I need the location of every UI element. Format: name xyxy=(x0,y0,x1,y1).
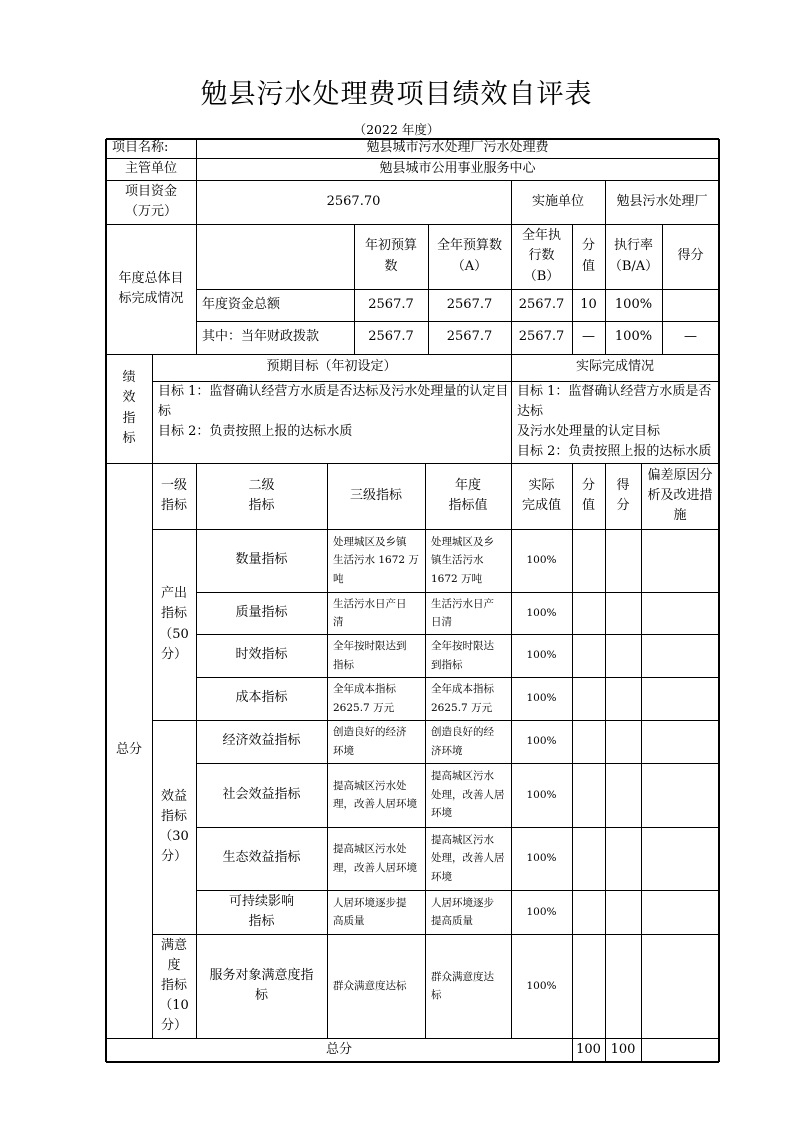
dept-label-text: 主管单位 xyxy=(124,160,177,176)
ind-row-cost-l3 xyxy=(327,677,425,720)
ind-row-economic-l3 xyxy=(327,720,425,763)
ind-row-ecological-actual xyxy=(511,827,572,890)
actual-header xyxy=(511,354,719,381)
total-score-value-text: 100 xyxy=(576,1041,601,1057)
ind-deviation-header-text: 偏差原因分 析及改进措 施 xyxy=(647,467,713,524)
table-rule xyxy=(106,1061,719,1063)
table-rule xyxy=(196,224,197,354)
indicators-section-label-text: 总分 xyxy=(115,742,142,758)
ind-row-sustainable-actual xyxy=(511,890,572,934)
ind-l1-header xyxy=(152,463,196,529)
ind-row-cost-actual-text: 100% xyxy=(526,692,557,705)
ind-row-social-actual-text: 100% xyxy=(526,788,557,801)
annual-row-1-rate-text: 100% xyxy=(614,296,653,312)
annual-row-1-score-value-text: 10 xyxy=(580,296,597,312)
fund-value-text: 2567.70 xyxy=(326,193,381,209)
total-label xyxy=(106,1038,572,1062)
ind-row-satisfaction-actual-text: 100% xyxy=(526,979,557,992)
ind-row-quantity-l3-text: 处理城区及乡镇 生活污水 1672 万 吨 xyxy=(333,535,419,585)
annual-row-1-exec-text: 2567.7 xyxy=(518,296,565,312)
table-rule xyxy=(718,139,720,1062)
annual-rate-header xyxy=(605,224,662,289)
ind-row-quantity-target-text: 处理城区及乡 镇生活污水 1672 万吨 xyxy=(431,535,494,585)
ind-row-social-target xyxy=(425,763,511,827)
table-rule xyxy=(605,1038,606,1062)
ind-l3-header-text: 三级指标 xyxy=(349,487,402,503)
ind-score-value-header-text: 分 值 xyxy=(581,477,595,513)
ind-row-cost-target xyxy=(425,677,511,720)
annual-section-label xyxy=(106,224,196,354)
table-rule xyxy=(641,1038,642,1062)
annual-row-2-label-text: 其中：当年财政拨款 xyxy=(202,329,320,345)
ind-row-quantity-l2-text: 数量指标 xyxy=(235,552,288,568)
annual-budget-header-text: 全年预算数 （A） xyxy=(436,238,502,274)
ind-row-sustainable-actual-text: 100% xyxy=(526,905,557,918)
table-rule xyxy=(511,354,512,463)
table-rule xyxy=(605,180,606,224)
ind-row-cost-target-text: 全年成本指标 2625.7 万元 xyxy=(431,683,494,714)
annual-row-2-budget xyxy=(428,321,511,354)
ind-row-economic-target xyxy=(425,720,511,763)
table-rule xyxy=(511,224,512,354)
ind-row-quality-actual xyxy=(511,592,572,634)
ind-l3-header xyxy=(327,463,425,529)
dept-label xyxy=(106,158,196,180)
ind-row-quantity-target xyxy=(425,529,511,592)
ind-l1-header-text: 一级 指标 xyxy=(160,477,187,513)
annual-row-2-score-value-text: — xyxy=(582,329,595,345)
planned-goals-text: 目标 1：监督确认经营方水质是否达标及污水处理量的认定目标 目标 2：负责按照上报的达标水质 xyxy=(158,384,509,440)
annual-score-header-text: 得分 xyxy=(677,248,704,264)
ind-row-quantity-l2 xyxy=(196,529,327,592)
ind-row-satisfaction-l3-text: 群众满意度达标 xyxy=(333,979,407,992)
ind-row-sustainable-l2 xyxy=(196,890,327,934)
ind-row-satisfaction-target xyxy=(425,934,511,1038)
ind-row-economic-actual-text: 100% xyxy=(526,735,557,748)
impl-value xyxy=(605,180,719,224)
ind-row-timeliness-actual xyxy=(511,634,572,677)
ind-target-header-text: 年度 指标值 xyxy=(448,477,488,513)
ind-row-economic-actual xyxy=(511,720,572,763)
total-label-text: 总分 xyxy=(325,1041,352,1057)
impl-value-text: 勉县污水处理厂 xyxy=(616,193,708,209)
ind-row-social-l3-text: 提高城区污水处 理，改善人居环境 xyxy=(333,779,417,810)
ind-row-quantity-l3 xyxy=(327,529,425,592)
ind-row-economic-l2-text: 经济效益指标 xyxy=(222,733,301,749)
annual-row-2-rate-text: 100% xyxy=(614,329,653,345)
ind-row-economic-target-text: 创造良好的经 济环境 xyxy=(431,726,494,757)
group-satisfaction-label-text: 满意 度 指标 （10 分） xyxy=(159,937,189,1034)
annual-row-1-label-text: 年度资金总额 xyxy=(202,296,281,312)
table-rule xyxy=(105,139,107,1062)
ind-row-sustainable-target-text: 人居环境逐步 提高质量 xyxy=(431,896,494,927)
group-benefit-label xyxy=(152,720,196,934)
ind-row-cost-l2 xyxy=(196,677,327,720)
ind-row-timeliness-l2 xyxy=(196,634,327,677)
annual-row-1-initial-text: 2567.7 xyxy=(368,296,414,312)
ind-row-sustainable-l3 xyxy=(327,890,425,934)
table-rule xyxy=(152,463,153,1038)
ind-row-quality-l3-text: 生活污水日产日 清 xyxy=(333,597,407,628)
table-rule xyxy=(152,354,153,463)
fund-value xyxy=(196,180,511,224)
ind-row-social-l2 xyxy=(196,763,327,827)
ind-row-satisfaction-target-text: 群众满意度达 标 xyxy=(431,970,494,1001)
ind-row-sustainable-l2-text: 可持续影响 指标 xyxy=(228,893,294,929)
annual-row-2-score-text: — xyxy=(684,329,697,345)
impl-label-text: 实施单位 xyxy=(531,193,584,209)
ind-row-ecological-l3 xyxy=(327,827,425,890)
planned-header xyxy=(152,354,511,381)
ind-row-satisfaction-actual xyxy=(511,934,572,1038)
annual-rate-header-text: 执行率 （B/A） xyxy=(608,238,659,274)
annual-row-2-label xyxy=(196,321,354,354)
ind-row-satisfaction-l2 xyxy=(196,934,327,1038)
ind-row-economic-l2 xyxy=(196,720,327,763)
annual-row-1-label xyxy=(196,289,354,321)
total-score xyxy=(605,1038,641,1062)
ind-row-social-target-text: 提高城区污水 处理，改善人居 环境 xyxy=(431,770,505,820)
ind-row-economic-l3-text: 创造良好的经济 环境 xyxy=(333,726,407,757)
ind-row-timeliness-l3 xyxy=(327,634,425,677)
ind-row-quality-l3 xyxy=(327,592,425,634)
project-name-value-text: 勉县城市污水处理厂污水处理费 xyxy=(366,140,549,156)
annual-score-value-header-text: 分 值 xyxy=(581,238,595,274)
table-rule xyxy=(354,224,355,354)
ind-row-timeliness-target-text: 全年按时限达 到指标 xyxy=(431,640,494,671)
group-output-label xyxy=(152,529,196,720)
annual-initial-header-text: 年初预算 数 xyxy=(364,238,417,274)
ind-row-quality-actual-text: 100% xyxy=(526,606,557,619)
ind-score-header-text: 得 分 xyxy=(616,477,630,513)
ind-row-quantity-actual-text: 100% xyxy=(526,554,557,567)
planned-goals xyxy=(152,381,511,463)
ind-row-satisfaction-l2-text: 服务对象满意度指 标 xyxy=(209,967,314,1003)
ind-l2-header-text: 二级 指标 xyxy=(248,477,275,513)
fund-label-text: 项目资金 （万元） xyxy=(124,183,177,219)
annual-row-2-initial-text: 2567.7 xyxy=(368,329,414,345)
table-rule xyxy=(662,224,663,354)
ind-row-social-l3 xyxy=(327,763,425,827)
goals-section-label xyxy=(106,354,152,463)
ind-row-ecological-l2-text: 生态效益指标 xyxy=(222,850,301,866)
ind-row-timeliness-target xyxy=(425,634,511,677)
ind-row-ecological-l2 xyxy=(196,827,327,890)
ind-row-ecological-l3-text: 提高城区污水处 理，改善人居环境 xyxy=(333,843,417,874)
impl-label xyxy=(511,180,605,224)
group-benefit-label-text: 效益 指标 （30 分） xyxy=(159,788,189,865)
ind-target-header xyxy=(425,463,511,529)
table-rule xyxy=(428,224,429,354)
group-satisfaction-label xyxy=(152,934,196,1038)
ind-score-header xyxy=(605,463,641,529)
ind-actual-header-text: 实际 完成值 xyxy=(521,477,561,513)
annual-row-2-exec xyxy=(511,321,572,354)
ind-row-cost-l3-text: 全年成本指标 2625.7 万元 xyxy=(333,683,396,714)
table-rule xyxy=(196,463,197,1038)
annual-row-1-exec xyxy=(511,289,572,321)
table-rule xyxy=(641,463,642,1038)
annual-row-2-initial xyxy=(354,321,428,354)
annual-row-2-rate xyxy=(605,321,662,354)
ind-actual-header xyxy=(511,463,572,529)
annual-row-1-budget xyxy=(428,289,511,321)
table-rule xyxy=(605,463,606,1038)
ind-deviation-header xyxy=(641,463,719,529)
annual-row-1-budget-text: 2567.7 xyxy=(446,296,493,312)
table-rule xyxy=(425,463,426,1038)
annual-exec-header xyxy=(511,224,572,289)
ind-row-ecological-actual-text: 100% xyxy=(526,852,557,865)
annual-row-1-score-value xyxy=(572,289,605,321)
ind-row-ecological-target xyxy=(425,827,511,890)
project-name-value xyxy=(196,139,719,158)
table-rule xyxy=(196,139,197,224)
annual-row-1-rate xyxy=(605,289,662,321)
ind-score-value-header xyxy=(572,463,605,529)
table-rule xyxy=(327,463,328,1038)
ind-row-quantity-actual xyxy=(511,529,572,592)
annual-row-2-score-value xyxy=(572,321,605,354)
ind-row-quality-target xyxy=(425,592,511,634)
annual-row-1-initial xyxy=(354,289,428,321)
planned-header-text: 预期目标（年初设定） xyxy=(266,359,397,375)
table-rule xyxy=(605,224,606,354)
table-rule xyxy=(152,720,196,721)
table-rule xyxy=(196,321,719,322)
ind-l2-header xyxy=(196,463,327,529)
goals-section-label-text: 绩 效 指 标 xyxy=(122,370,136,446)
annual-score-header xyxy=(662,224,719,289)
ind-row-quality-target-text: 生活污水日产 日清 xyxy=(431,597,494,628)
annual-row-1-score xyxy=(662,289,719,321)
total-score-text: 100 xyxy=(610,1041,636,1057)
annual-budget-header xyxy=(428,224,511,289)
project-name-label-text: 项目名称: xyxy=(112,140,169,156)
ind-row-sustainable-target xyxy=(425,890,511,934)
ind-row-cost-l2-text: 成本指标 xyxy=(235,690,288,706)
ind-row-timeliness-actual-text: 100% xyxy=(526,649,557,662)
ind-row-timeliness-l3-text: 全年按时限达到 指标 xyxy=(333,640,407,671)
total-score-value xyxy=(572,1038,605,1062)
table-rule xyxy=(511,463,512,1038)
document-title: 勉县污水处理费项目绩效自评表 xyxy=(200,79,593,110)
ind-row-satisfaction-l3 xyxy=(327,934,425,1038)
ind-row-quality-l2-text: 质量指标 xyxy=(235,604,288,620)
annual-row-2-score xyxy=(662,321,719,354)
ind-row-ecological-target-text: 提高城区污水 处理，改善人居 环境 xyxy=(431,833,505,883)
fund-label xyxy=(106,180,196,224)
annual-exec-header-text: 全年执 行数 （B） xyxy=(521,228,561,284)
table-rule xyxy=(511,180,512,224)
indicators-section-label xyxy=(106,463,152,1038)
actual-goals xyxy=(511,381,719,463)
table-rule xyxy=(572,1038,573,1062)
table-rule xyxy=(572,224,573,354)
project-name-label xyxy=(106,139,196,158)
annual-row-2-budget-text: 2567.7 xyxy=(446,329,493,345)
year-label: （2022 年度） xyxy=(353,122,440,137)
table-rule xyxy=(572,463,573,1038)
dept-value xyxy=(196,158,719,180)
ind-row-cost-actual xyxy=(511,677,572,720)
actual-goals-text: 目标 1：监督确认经营方水质是否达标 及污水处理量的认定目标 目标 2：负责按照上报的达标水质 xyxy=(517,384,712,460)
ind-row-social-l2-text: 社会效益指标 xyxy=(222,786,301,802)
ind-row-quality-l2 xyxy=(196,592,327,634)
annual-initial-header xyxy=(354,224,428,289)
annual-section-label-text: 年度总体目 标完成情况 xyxy=(118,270,184,306)
ind-row-sustainable-l3-text: 人居环境逐步提 高质量 xyxy=(333,896,407,927)
dept-value-text: 勉县城市公用事业服务中心 xyxy=(379,160,536,176)
ind-row-timeliness-l2-text: 时效指标 xyxy=(235,647,288,663)
ind-row-social-actual xyxy=(511,763,572,827)
annual-row-2-exec-text: 2567.7 xyxy=(518,329,565,345)
table-rule xyxy=(152,934,196,935)
annual-score-value-header xyxy=(572,224,605,289)
group-output-label-text: 产出 指标 （50 分） xyxy=(159,586,189,662)
actual-header-text: 实际完成情况 xyxy=(575,359,654,375)
